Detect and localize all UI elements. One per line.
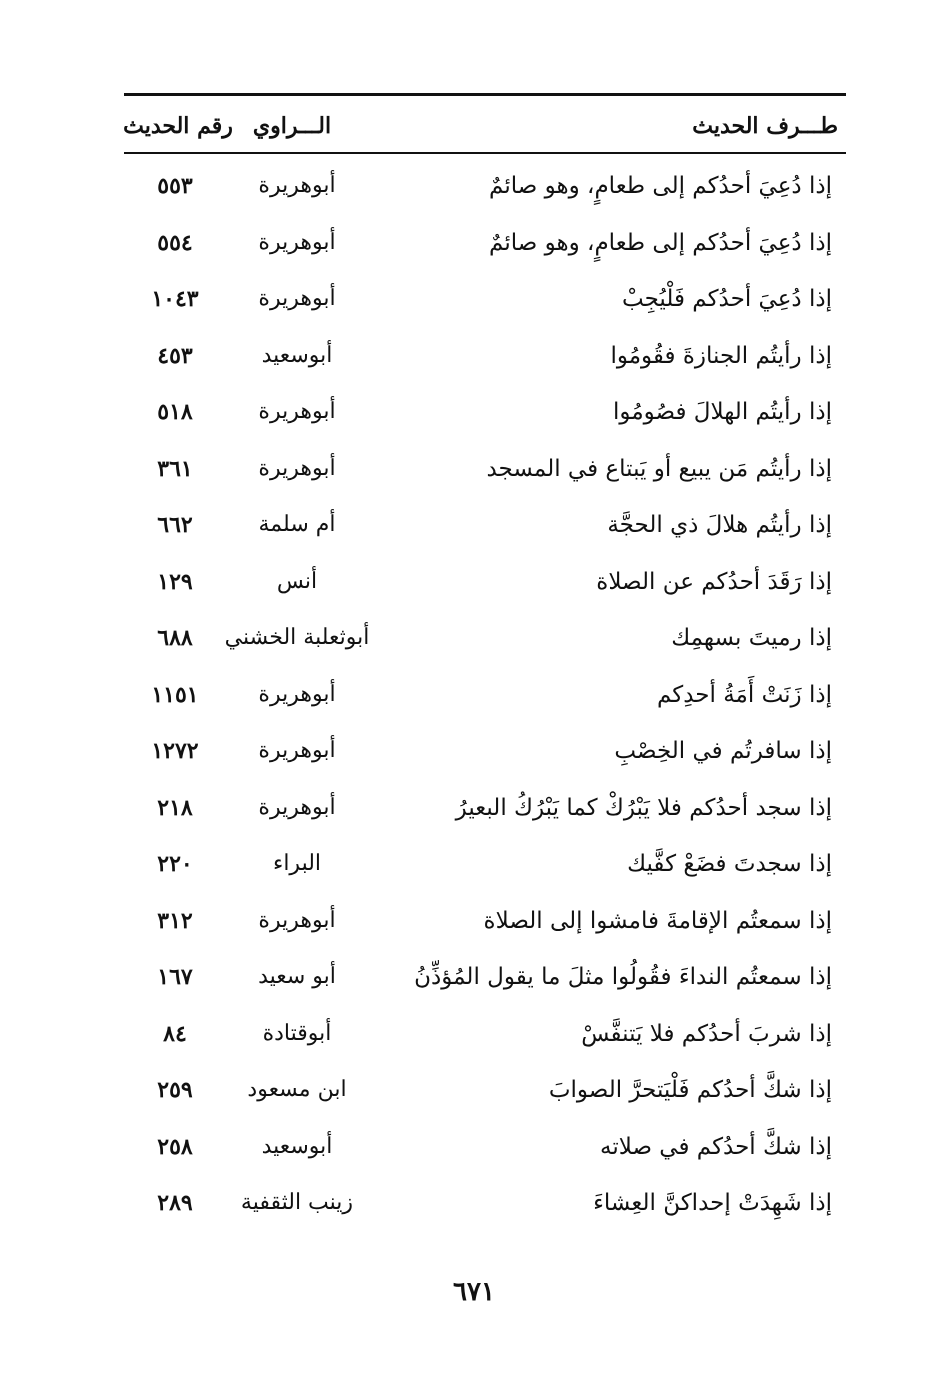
table-row [0,780,948,836]
hadith-number: ١٢٩ [157,568,193,595]
table-row [0,1006,948,1062]
hadith-text: إذا شكَّ أحدُكم في صلاته [599,1133,832,1160]
hadith-text: إذا زَنَتْ أَمَةُ أحدِكم [656,681,832,708]
hadith-text: إذا سجد أحدُكم فلا يَبْرُكْ كما يَبْرُكُ البعيرُ [455,794,832,821]
table-row [0,949,948,1005]
narrator-name: أبوهريرة [258,907,336,933]
hadith-text: إذا شكَّ أحدُكم فَلْيَتحرَّ الصوابَ [548,1077,832,1103]
hadith-text: إذا رَقَدَ أحدُكم عن الصلاة [596,568,832,595]
table-row [0,215,948,271]
table-row [0,1175,948,1231]
hadith-text: إذا رأيتُم مَن يبيع أو يَبتاع في المسجد [486,455,832,482]
hadith-text: إذا سمعتُم الإقامةَ فامشوا إلى الصلاة [483,907,832,934]
narrator-name: أبوهريرة [258,681,336,707]
hadith-number: ٢٢٠ [157,851,193,877]
narrator-name: أبوثعلبة الخشني [224,625,370,650]
top-rule [124,93,846,96]
hadith-text: إذا دُعِيَ أحدُكم إلى طعامٍ، وهو صائمٌ [489,173,832,199]
hadith-number: ٢٥٨ [157,1133,193,1160]
hadith-text: إذا دُعِيَ أحدُكم إلى طعامٍ، وهو صائمٌ [489,229,832,256]
header-narrator: الـــراوي [252,113,332,139]
narrator-name: أبوهريرة [258,286,336,311]
table-row [0,554,948,610]
narrator-name: أم سلمة [258,512,336,537]
narrator-name: أبوسعيد [261,342,333,368]
narrator-name: أنس [276,568,318,594]
hadith-number: ١٠٤٣ [151,286,199,312]
narrator-name: أبوهريرة [258,229,336,255]
table-row [0,723,948,779]
hadith-text: إذا رأيتُم الهلالَ فصُومُوا [613,399,832,425]
hadith-number: ٨٤ [163,1020,187,1047]
hadith-number: ٦٦٢ [157,512,193,538]
table-row [0,328,948,384]
narrator-name: زينب الثقفية [240,1190,354,1215]
table-row [0,836,948,892]
hadith-number: ١٢٧٢ [151,738,199,764]
table-row [0,893,948,949]
hadith-number: ١٦٧ [157,964,193,990]
narrator-name: ابن مسعود [247,1077,347,1102]
header-number: رقم الحديث [123,113,233,139]
hadith-number: ٦٨٨ [157,625,193,651]
page-number: ٦٧١ [453,1277,495,1307]
narrator-name: أبوهريرة [258,738,336,763]
narrator-name: أبوقتادة [262,1020,332,1046]
table-row [0,667,948,723]
hadith-number: ٢١٨ [157,794,193,821]
hadith-number: ٥٥٣ [157,173,193,199]
hadith-text: إذا سجدتَ فضَعْ كفَّيك [627,851,832,877]
table-row [0,1062,948,1118]
table-row [0,1119,948,1175]
hadith-number: ٤٥٣ [157,342,193,369]
narrator-name: أبوهريرة [258,399,336,424]
table-row [0,610,948,666]
hadith-number: ٥٥٤ [157,229,193,256]
hadith-text: إذا رأيتُم هلالَ ذي الحجَّة [607,512,832,538]
table-row [0,441,948,497]
hadith-text: إذا رميتَ بسهمِك [671,625,832,651]
hadith-number: ٥١٨ [157,399,193,425]
hadith-number: ٢٨٩ [157,1190,193,1216]
hadith-text: إذا شربَ أحدُكم فلا يَتنفَّسْ [581,1020,832,1047]
narrator-name: البراء [272,851,322,876]
narrator-name: أبوسعيد [261,1133,333,1159]
header-hadith: طـــرف الحديث [692,113,838,139]
table-row [0,384,948,440]
narrator-name: أبوهريرة [258,455,336,481]
hadith-text: إذا رأيتُم الجنازةَ فقُومُوا [610,342,832,369]
hadith-number: ١١٥١ [151,681,199,708]
header-rule [124,152,846,154]
hadith-text: إذا سمعتُم النداءَ فقُولُوا مثلَ ما يقول المُؤذِّنُ [414,964,832,990]
hadith-number: ٢٥٩ [157,1077,193,1103]
table-row [0,497,948,553]
hadith-text: إذا سافرتُم في الخِصْبِ [614,738,832,764]
hadith-number: ٣٦١ [157,455,193,482]
narrator-name: أبو سعيد [258,964,336,989]
hadith-text: إذا شَهِدَتْ إحداكنَّ العِشاءَ [593,1190,832,1216]
hadith-number: ٣١٢ [157,907,193,934]
table-row [0,271,948,327]
hadith-text: إذا دُعِيَ أحدُكم فَلْيُجِبْ [621,286,832,312]
narrator-name: أبوهريرة [258,794,336,820]
narrator-name: أبوهريرة [258,173,336,198]
table-row [0,158,948,214]
